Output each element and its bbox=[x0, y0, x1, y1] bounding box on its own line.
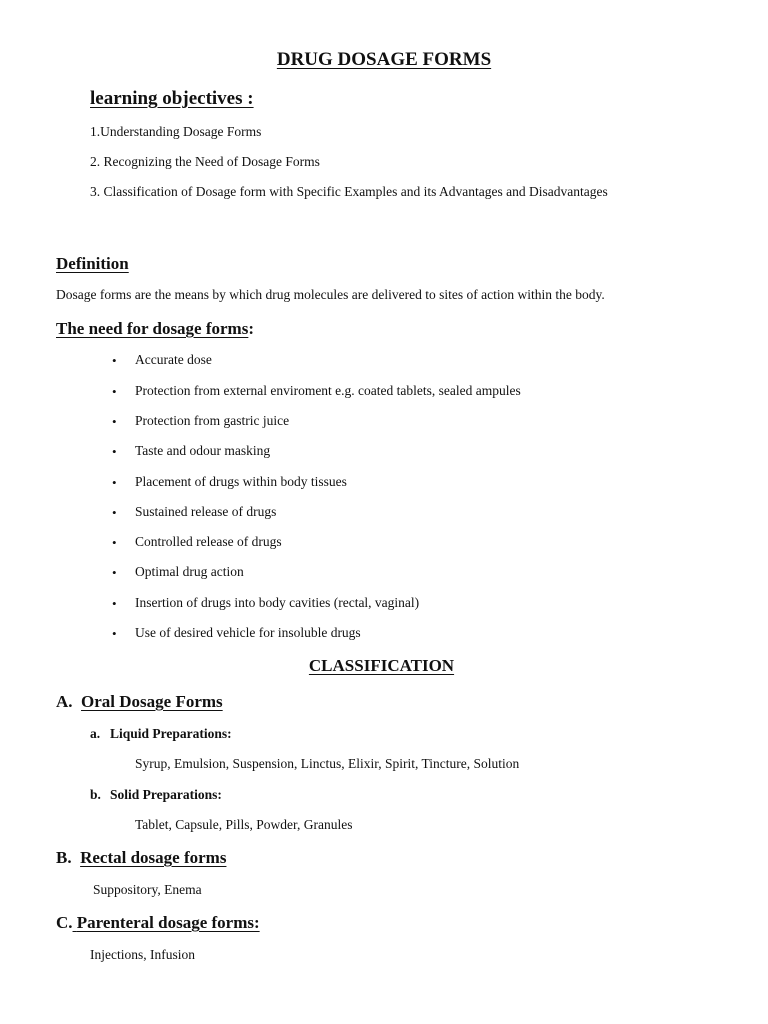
bullet-icon: • bbox=[112, 414, 117, 429]
sub-title: Liquid Preparations: bbox=[110, 726, 232, 741]
need-list-item: Sustained release of drugs bbox=[135, 504, 277, 519]
section-title: Parenteral dosage forms: bbox=[76, 913, 260, 932]
parenteral-dosage-heading bbox=[56, 913, 260, 933]
need-list-item: Protection from gastric juice bbox=[135, 413, 290, 428]
bullet-icon: • bbox=[112, 596, 117, 611]
need-list-item: Optimal drug action bbox=[135, 564, 244, 579]
liquid-preparations-heading bbox=[90, 726, 232, 742]
solid-preparations-list: Tablet, Capsule, Pills, Powder, Granules bbox=[135, 817, 353, 832]
need-list-item: Use of desired vehicle for insoluble drugs bbox=[135, 625, 361, 640]
need-list-item: Insertion of drugs into body cavities (rectal, vaginal) bbox=[135, 595, 420, 610]
section-title: Oral Dosage Forms bbox=[81, 692, 223, 711]
section-label: B. bbox=[56, 848, 72, 867]
need-list-item: Controlled release of drugs bbox=[135, 534, 282, 549]
section-title: Rectal dosage forms bbox=[80, 848, 227, 867]
bullet-icon: • bbox=[112, 626, 117, 641]
need-list-item: Placement of drugs within body tissues bbox=[135, 474, 347, 489]
objective-item: 2. Recognizing the Need of Dosage Forms bbox=[90, 154, 320, 169]
rectal-dosage-list: Suppository, Enema bbox=[93, 882, 202, 897]
section-label: C. bbox=[56, 913, 73, 932]
objective-item: 1.Understanding Dosage Forms bbox=[90, 124, 262, 139]
need-heading bbox=[56, 319, 254, 339]
bullet-icon: • bbox=[112, 565, 117, 580]
page-title: DRUG DOSAGE FORMS bbox=[276, 49, 492, 70]
bullet-icon: • bbox=[112, 535, 117, 550]
liquid-preparations-list: Syrup, Emulsion, Suspension, Linctus, Elixir, Spirit, Tincture, Solution bbox=[135, 756, 520, 771]
definition-heading: Definition bbox=[56, 254, 129, 273]
solid-preparations-heading bbox=[90, 787, 222, 803]
parenteral-dosage-list: Injections, Infusion bbox=[90, 947, 195, 962]
bullet-icon: • bbox=[112, 353, 117, 368]
need-heading-text: The need for dosage forms bbox=[56, 319, 249, 338]
sub-title: Solid Preparations: bbox=[110, 787, 222, 802]
sub-label: a. bbox=[90, 726, 101, 741]
section-label: A. bbox=[56, 692, 73, 711]
bullet-icon: • bbox=[112, 475, 117, 490]
need-list-item: Accurate dose bbox=[135, 352, 212, 367]
sub-label: b. bbox=[90, 787, 101, 802]
definition-text: Dosage forms are the means by which drug molecules are delivered to sites of action within the body. bbox=[56, 287, 605, 302]
bullet-icon: • bbox=[112, 505, 117, 520]
learning-objectives-heading: learning objectives : bbox=[90, 88, 254, 109]
bullet-icon: • bbox=[112, 384, 117, 399]
objective-item: 3. Classification of Dosage form with Specific Examples and its Advantages and Disadvantages bbox=[90, 184, 608, 199]
need-list-item: Taste and odour masking bbox=[135, 443, 271, 458]
rectal-dosage-heading bbox=[56, 848, 226, 868]
need-heading-colon: : bbox=[248, 319, 255, 338]
oral-dosage-heading bbox=[56, 692, 223, 712]
need-list-item: Protection from external enviroment e.g. coated tablets, sealed ampules bbox=[135, 383, 521, 398]
bullet-icon: • bbox=[112, 444, 117, 459]
classification-heading: CLASSIFICATION bbox=[308, 656, 455, 675]
